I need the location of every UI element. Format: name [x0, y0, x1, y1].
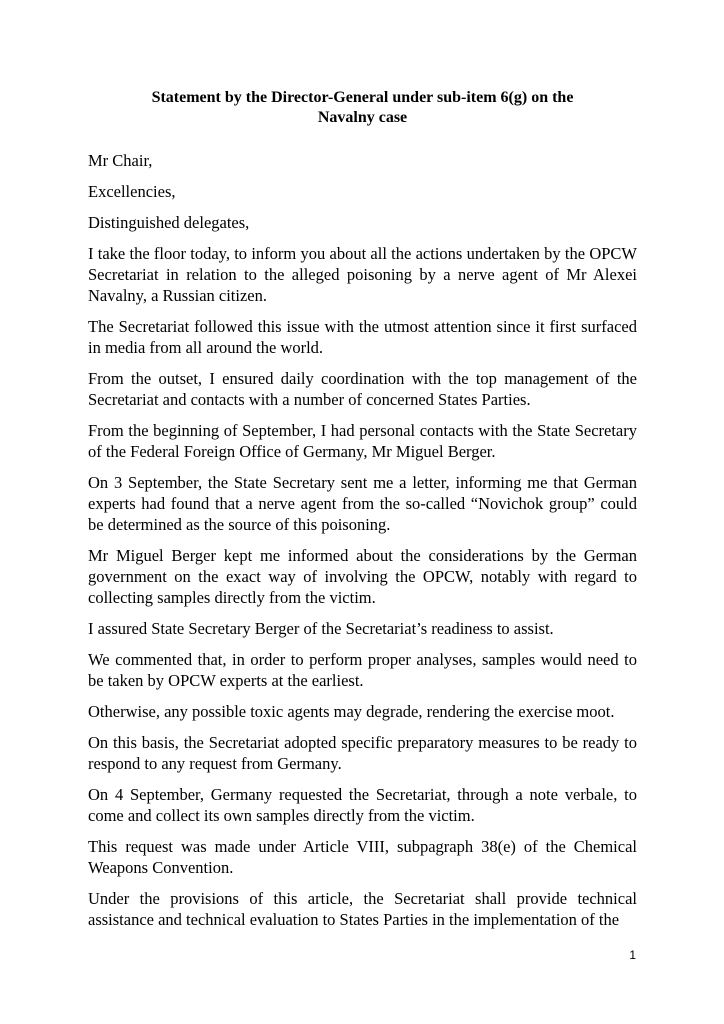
paragraph: I take the floor today, to inform you about all the actions undertaken by the OPCW Secretariat in relation to the alleged poisoning by a nerve agent of Mr Alexei Navalny, a Russian citizen.	[88, 244, 637, 305]
title-line-2: Navalny case	[317, 109, 408, 126]
paragraph: Under the provisions of this article, the Secretariat shall provide technical assistance and technical evaluation to States Parties in the implementation of the	[88, 889, 637, 929]
document-title	[88, 88, 637, 128]
paragraph: On 4 September, Germany requested the Secretariat, through a note verbale, to come and collect its own samples directly from the victim.	[88, 785, 637, 825]
page-number: 1	[629, 948, 636, 962]
paragraph: On this basis, the Secretariat adopted specific preparatory measures to be ready to respond to any request from Germany.	[88, 733, 637, 773]
paragraph: The Secretariat followed this issue with the utmost attention since it first surfaced in media from all around the world.	[88, 317, 637, 357]
paragraph: On 3 September, the State Secretary sent me a letter, informing me that German experts had found that a nerve agent from the so-called “Novichok group” could be determined as the source of this poisoning.	[88, 473, 637, 534]
paragraph: Mr Miguel Berger kept me informed about the considerations by the German government on the exact way of involving the OPCW, notably with regard to collecting samples directly from the victim.	[88, 546, 637, 607]
statement-body	[88, 150, 637, 940]
title-line-1: Statement by the Director-General under sub-item 6(g) on the	[151, 89, 574, 106]
salutation-chair: Mr Chair,	[88, 151, 153, 170]
salutation-delegates: Distinguished delegates,	[88, 213, 250, 232]
salutation-excellencies: Excellencies,	[88, 182, 176, 201]
paragraph: This request was made under Article VIII, subpagraph 38(e) of the Chemical Weapons Convention.	[88, 837, 637, 877]
paragraph: From the beginning of September, I had personal contacts with the State Secretary of the Federal Foreign Office of Germany, Mr Miguel Berger.	[88, 421, 637, 461]
paragraph: Otherwise, any possible toxic agents may degrade, rendering the exercise moot.	[88, 702, 615, 721]
paragraph: I assured State Secretary Berger of the Secretariat’s readiness to assist.	[88, 619, 554, 638]
paragraph: We commented that, in order to perform proper analyses, samples would need to be taken by OPCW experts at the earliest.	[88, 650, 637, 690]
paragraph: From the outset, I ensured daily coordination with the top management of the Secretariat and contacts with a number of concerned States Parties.	[88, 369, 637, 409]
